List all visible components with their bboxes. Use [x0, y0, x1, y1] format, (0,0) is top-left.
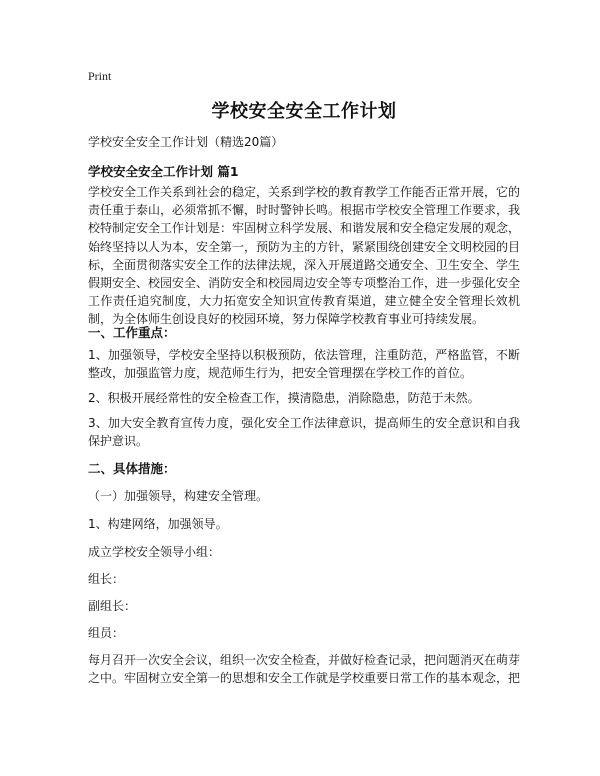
section-heading-measures: 二、具体措施：: [88, 461, 176, 476]
focus-point-1: 1、加强领导，学校安全坚持以积极预防，依法管理，注重防范，严格监管，不断整改，加强监管力度，规范师生行为，把安全管理摆在学校工作的首位。: [88, 348, 520, 381]
article-heading: 学校安全安全工作计划 篇1: [88, 164, 239, 179]
group-line: 成立学校安全领导小组：: [88, 545, 221, 559]
members-line: 组员：: [88, 626, 125, 640]
vice-leader-line: 副组长：: [88, 599, 137, 613]
measure-1: （一）加强领导，构建安全管理。: [88, 489, 269, 503]
focus-point-2: 2、积极开展经常性的安全检查工作，摸清隐患，消除隐患，防范于未然。: [88, 391, 480, 405]
section-heading-focus: 一、工作重点：: [88, 325, 176, 340]
leader-line: 组长：: [88, 572, 125, 586]
intro-paragraph: 学校安全工作关系到社会的稳定，关系到学校的教育教学工作能否正常开展，它的责任重于泰山，必须常抓不懈，时时警钟长鸣。根据市学校安全管理工作要求，我校特制定安全工作计划是：牢固树立科学发展、和谐发展和安全稳定发展的观念，始终坚持以人为本，安全第一，预防为主的方针，紧紧围绕创建安全文明校园的目标，全面贯彻落实安全工作的法律法规，深入开展道路交通安全、卫生安全、学生假期安全、校园安全、消防安全和校园周边安全等专项整治工作，进一步强化安全工作责任追究制度，大力拓宽安全知识宣传教育渠道，建立健全安全管理长效机制，为全体师生创设良好的校园环境，努力保障学校教育事业可持续发展。: [88, 185, 521, 327]
focus-point-3: 3、加大安全教育宣传力度，强化安全工作法律意识，提高师生的安全意识和自我保护意识。: [88, 416, 520, 449]
document-subtitle: 学校安全安全工作计划（精选20篇）: [88, 135, 284, 149]
final-paragraph: 每月召开一次安全会议，组织一次安全检查，并做好检查记录，把问题消灭在萌芽之中。牢固树立安全第一的思想和安全工作就是学校重要日常工作的基本观念，把: [88, 653, 521, 686]
print-label: Print: [88, 69, 112, 83]
page-title: 学校安全安全工作计划: [211, 101, 397, 122]
measure-1-1: 1、构建网络，加强领导。: [88, 517, 228, 531]
